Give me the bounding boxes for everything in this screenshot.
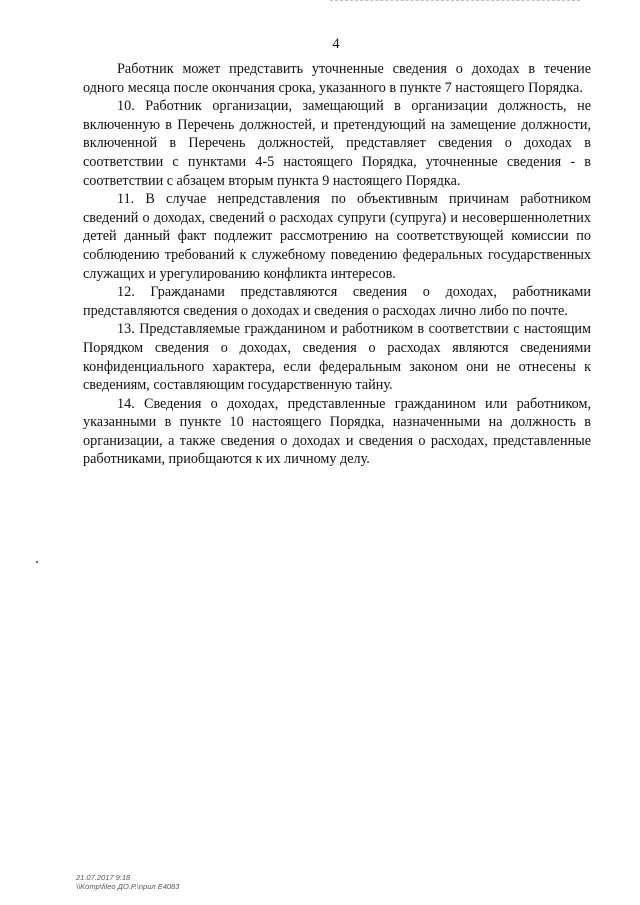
margin-dot — [36, 561, 38, 563]
paragraph-14: 14. Сведения о доходах, представленные гражданином или работником, указанными в пункте 10 настоящего Порядка, назначенными на должность в организации, а также сведения о доходах и сведения о расходах, представленные работниками, приобщаются к их личному делу. — [83, 395, 591, 468]
paragraph-10: 10. Работник организации, замещающий в организации должность, не включенную в Перечень должностей, и претендующий на замещение должности, включенной в Перечень должностей, представляет сведения о доходах в соответствии с пунктами 4-5 настоящего Порядка, уточненные сведения - в соответствии с абзацем вторым пункта 9 настоящего Порядка. — [83, 98, 591, 189]
footer-stamp — [76, 873, 179, 891]
footer-file-path: \\Komp\fileo ДО.Р.\nрил Е4083 — [76, 882, 180, 891]
paragraph-11: 11. В случае непредставления по объективным причинам работником сведений о доходах, сведений о расходах супруги (супруга) и несовершеннолетних детей данный факт подлежит рассмотрению на соответствующей комиссии по соблюдению требований к служебному поведению федеральных государственных служащих и урегулированию конфликта интересов. — [83, 191, 591, 282]
paragraph-13: 13. Представляемые гражданином и работником в соответствии с настоящим Порядком сведения о доходах, сведения о расходах являются сведениями конфиденциального характера, если федеральным законом они не отнесены к сведениям, составляющим государственную тайну. — [83, 321, 591, 394]
footer-timestamp: 21.07.2017 9:18 — [76, 873, 131, 882]
document-body — [83, 60, 591, 469]
paragraph-12: 12. Гражданами представляются сведения о доходах, работниками представляются сведения о доходах и сведения о расходах лично либо по почте. — [83, 284, 591, 319]
top-edge-rule — [330, 0, 580, 1]
page-number: 4 — [332, 36, 340, 52]
paragraph-intro: Работник может представить уточненные сведения о доходах в течение одного месяца после окончания срока, указанного в пункте 7 настоящего Порядка. — [83, 61, 591, 96]
